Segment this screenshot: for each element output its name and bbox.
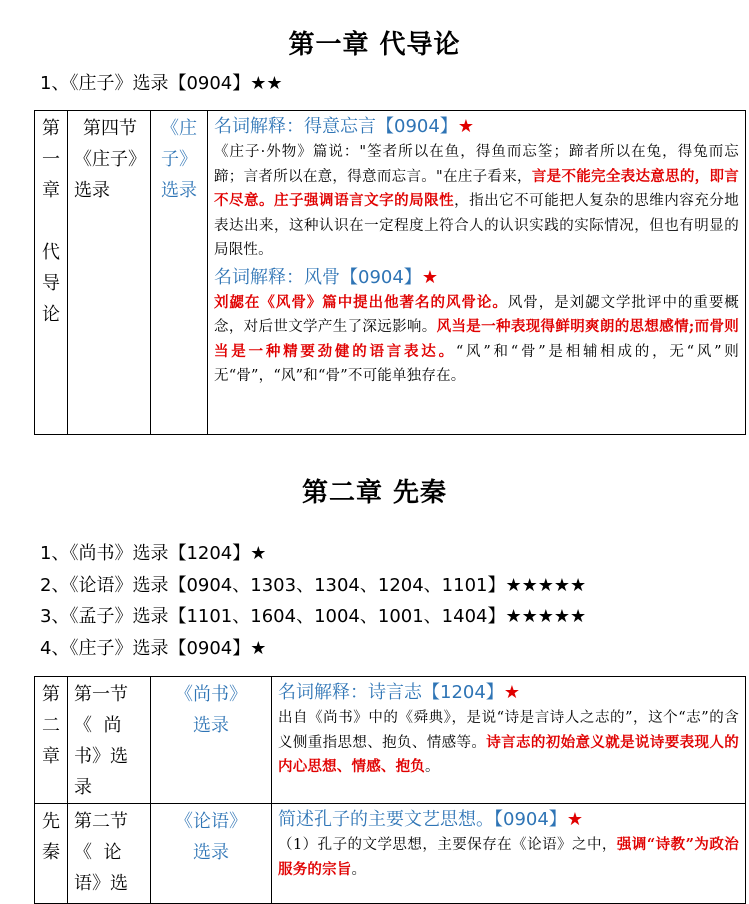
chapter2-list-item: 4、《庄子》选录【0904】★ [40, 638, 267, 659]
chapter2-list-item: 2、《论语》选录【0904、1303、1304、1204、1101】★★★★★ [40, 575, 587, 596]
section-cell: 第二节 《 论 语》选 [68, 804, 151, 904]
chapter-label-cell: 第 一 章 代 导 论 [35, 111, 68, 435]
list-text: 选录【0904】★★ [132, 73, 283, 94]
term-explanation: 出自《尚书》中的《舜典》，是说“诗是言诗人之志的”，这个“志”的含义侧重指思想、抱负、情感等。诗言志的初始意义就是说诗要表现人的内心思想、情感、抱负。 [278, 710, 739, 775]
list-num: 1、 [40, 73, 70, 94]
section-cell: 第一节 《 尚 书》选 录 [68, 677, 151, 804]
topic-cell: 《庄 子》 选录 [151, 111, 208, 435]
list-book: 《庄子》 [69, 73, 133, 94]
chapter2-title: 第二章 先秦 [301, 478, 448, 508]
term-heading: 名词解释：风骨【0904】★ [214, 266, 438, 288]
key-point: 风当是一种表现得鲜明爽朗的思想感情;而骨则当是一种精要劲健的语言表达。 [214, 318, 739, 360]
key-point: 刘勰在《风骨》篇中提出他著名的风骨论。 [214, 293, 508, 311]
term-explanation: （1）孔子的文学思想，主要保存在《论语》之中，强调“诗教”为政治服务的宗旨。 [278, 836, 739, 878]
term-heading: 名词解释：诗言志【1204】★ [278, 682, 520, 703]
star-icon: ★ [566, 809, 583, 830]
chapter2-list-item: 1、《尚书》选录【1204】★ [40, 543, 267, 564]
topic-cell: 《尚书》 选录 [151, 677, 272, 804]
key-point: 诗言志的初始意义就是说诗要表现人的内心思想、情感、抱负 [278, 733, 739, 775]
chapter-label-cell: 先 秦 [35, 804, 68, 904]
term-heading: 名词解释：得意忘言【0904】★ [214, 116, 474, 137]
star-icon: ★ [457, 116, 474, 137]
term-heading: 简述孔子的主要文艺思想。【0904】★ [278, 809, 583, 830]
term-explanation: 刘勰在《风骨》篇中提出他著名的风骨论。风骨，是刘勰文学批评中的重要概念，对后世文学产生了深远影响。风当是一种表现得鲜明爽朗的思想感情;而骨则当是一种精要劲健的语言表达。“风”和“骨”是相辅相成的，无“风”则无“骨”，“风”和“骨”不可能单独存在。 [214, 293, 739, 384]
chapter1-list-item [40, 72, 283, 96]
star-icon: ★ [503, 682, 520, 703]
star-icon: ★ [421, 266, 438, 288]
section-cell: 第四节 《庄子》 选录 [68, 111, 151, 435]
key-point: 言是不能完全表达意思的，即言不尽意。庄子强调语言文字的局限性 [214, 167, 739, 209]
content-cell [208, 111, 746, 435]
chapter1-table [34, 110, 746, 435]
chapter2-table [34, 676, 746, 904]
chapter2-list-item: 3、《孟子》选录【1101、1604、1004、1001、1404】★★★★★ [40, 606, 587, 627]
content-cell [272, 804, 746, 904]
chapter-label-cell: 第 二 章 [35, 677, 68, 804]
key-point: 强调“诗教”为政治服务的宗旨 [278, 836, 739, 878]
chapter1-title: 第一章 代导论 [288, 30, 461, 60]
term-explanation: 《庄子·外物》篇说："筌者所以在鱼，得鱼而忘筌；蹄者所以在兔，得兔而忘蹄；言者所以在意，得意而忘言。"在庄子看来，言是不能完全表达意思的，即言不尽意。庄子强调语言文字的局限性，指出它不可能把人复杂的思维内容充分地表达出来，这种认识在一定程度上符合人的认识实践的实际情况，但也有明显的局限性。 [214, 144, 739, 258]
topic-cell: 《论语》 选录 [151, 804, 272, 904]
content-cell [272, 677, 746, 804]
